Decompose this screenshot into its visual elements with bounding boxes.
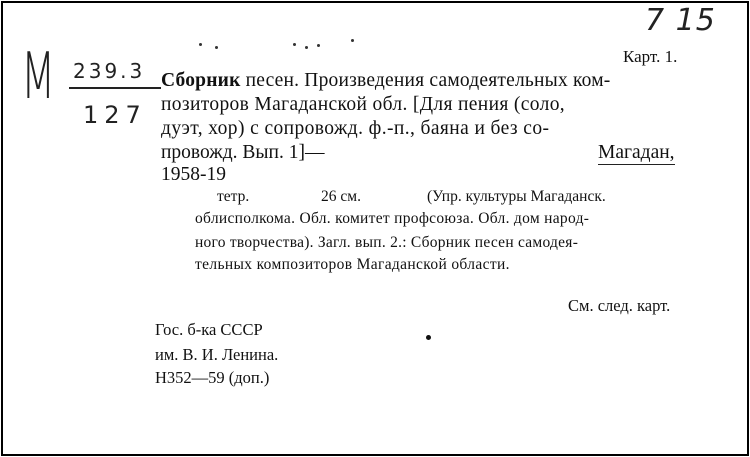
catalog-card <box>1 1 749 456</box>
entry-line-1 <box>161 70 610 92</box>
description-line-4: тельных композиторов Магаданской области. <box>195 256 510 273</box>
entry-heading: Сборник <box>161 70 241 91</box>
handwritten-class-code: 239.3 <box>73 59 146 83</box>
description-line-1 <box>217 188 606 206</box>
library-name: Гос. б-ка СССР <box>155 320 263 339</box>
description-line-3: ного творчества). Загл. вып. 2.: Сборник песен самодея- <box>195 234 579 251</box>
entry-title-start: песен. Произведения самодеятельных ком- <box>240 70 611 91</box>
description-line-2: облисполкома. Обл. комитет профсоюза. Обл. дом народ- <box>195 210 590 227</box>
card-number-label: Карт. 1. <box>623 47 678 66</box>
ink-dot <box>426 335 431 340</box>
handwritten-code-rule <box>69 87 161 89</box>
issuer-start: (Упр. культуры Магаданск. <box>427 188 606 205</box>
see-next-card-note: См. след. карт. <box>568 296 671 315</box>
handwritten-shelf-letter: М <box>21 40 56 114</box>
library-card-code: Н352—59 (доп.) <box>155 368 270 387</box>
entry-line-2: позиторов Магаданской обл. [Для пения (соло, <box>161 94 566 115</box>
handwritten-author-mark: 127 <box>83 101 147 129</box>
size: 26 см. <box>321 188 361 205</box>
publication-place: Магадан, <box>598 142 675 163</box>
entry-line-3: дуэт, хор) с сопровожд. ф.-п., баяна и без со- <box>161 118 550 139</box>
publication-years: 1958-19 <box>161 164 226 185</box>
entry-line-4: провожд. Вып. 1]— <box>161 142 325 163</box>
print-specks <box>195 33 375 53</box>
format: тетр. <box>217 188 250 205</box>
library-name-2: им. В. И. Ленина. <box>155 345 279 364</box>
handwritten-card-number: 7 15 <box>645 3 716 38</box>
